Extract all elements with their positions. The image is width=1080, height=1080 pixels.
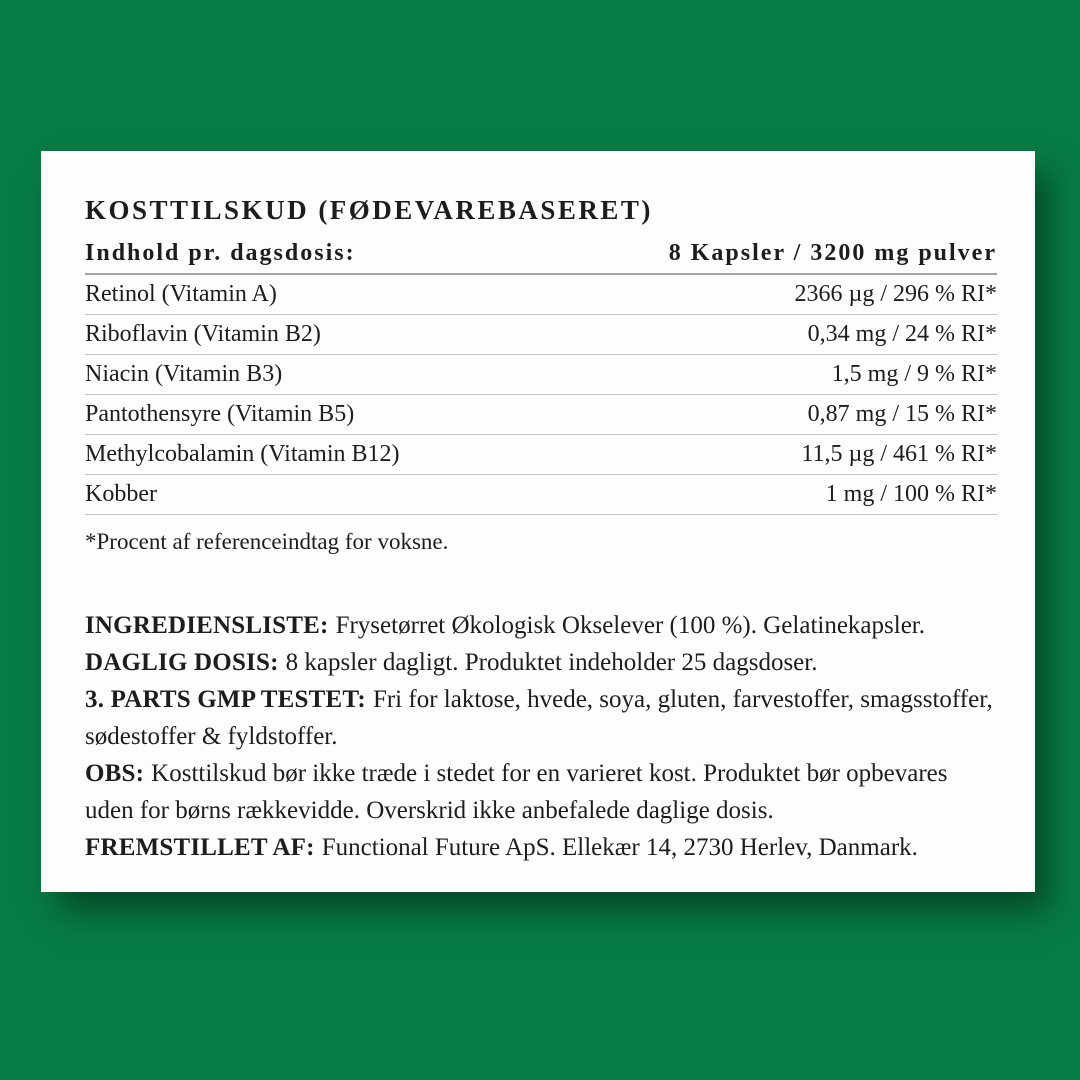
gmp-tested-label: 3. PARTS GMP TESTET:	[85, 686, 366, 713]
table-row	[85, 275, 997, 315]
daily-dose-label: DAGLIG DOSIS:	[85, 649, 279, 676]
ingredients-text: Frysetørret Økologisk Okselever (100 %). Gelatinekapsler.	[335, 612, 925, 639]
nutrient-amount: 2366 µg / 296 % RI*	[794, 281, 997, 307]
product-type-title: KOSTTILSKUD (FØDEVAREBASERET)	[85, 195, 653, 225]
nutrient-name: Methylcobalamin (Vitamin B12)	[85, 441, 400, 467]
nutrition-table	[85, 240, 997, 557]
table-header-row	[85, 240, 997, 275]
ingredients-label: INGREDIENSLISTE:	[85, 612, 329, 639]
nutrient-name: Kobber	[85, 481, 157, 507]
nutrient-amount: 1,5 mg / 9 % RI*	[831, 361, 997, 387]
ingredients-paragraph	[85, 607, 1000, 644]
warning-text: Kosttilskud bør ikke træde i stedet for en varieret kost. Produktet bør opbevares uden for børns rækkevidde. Overskrid ikke anbefalede daglige dosis.	[85, 760, 948, 824]
daily-dose-paragraph	[85, 644, 1000, 681]
daily-dose-text: 8 kapsler dagligt. Produktet indeholder 25 dagsdoser.	[285, 649, 818, 676]
nutrient-amount: 1 mg / 100 % RI*	[825, 481, 997, 507]
nutrient-name: Retinol (Vitamin A)	[85, 281, 277, 307]
manufacturer-text: Functional Future ApS. Ellekær 14, 2730 Herlev, Danmark.	[321, 834, 918, 861]
table-row	[85, 435, 997, 475]
nutrient-amount: 0,87 mg / 15 % RI*	[807, 401, 997, 427]
nutrient-name: Pantothensyre (Vitamin B5)	[85, 401, 355, 427]
gmp-tested-paragraph	[85, 681, 1000, 755]
dose-header-amount: 8 Kapsler / 3200 mg pulver	[668, 240, 997, 266]
table-row	[85, 355, 997, 395]
supplement-label-card	[41, 151, 1035, 892]
table-row	[85, 475, 997, 515]
info-paragraphs	[85, 607, 1000, 866]
nutrient-name: Riboflavin (Vitamin B2)	[85, 321, 321, 347]
table-row	[85, 315, 997, 355]
warning-label: OBS:	[85, 760, 145, 787]
manufacturer-label: FREMSTILLET AF:	[85, 834, 315, 861]
ri-footnote: *Procent af referenceindtag for voksne.	[85, 529, 449, 554]
gmp-tested-text: Fri for laktose, hvede, soya, gluten, farvestoffer, smagsstoffer, sødestoffer & fyldstoffer.	[85, 686, 993, 750]
nutrient-amount: 0,34 mg / 24 % RI*	[807, 321, 997, 347]
manufacturer-paragraph	[85, 829, 1000, 866]
warning-paragraph	[85, 755, 1000, 829]
nutrient-name: Niacin (Vitamin B3)	[85, 361, 283, 387]
nutrient-amount: 11,5 µg / 461 % RI*	[801, 441, 997, 467]
table-row	[85, 395, 997, 435]
dose-header-label: Indhold pr. dagsdosis:	[85, 240, 356, 266]
